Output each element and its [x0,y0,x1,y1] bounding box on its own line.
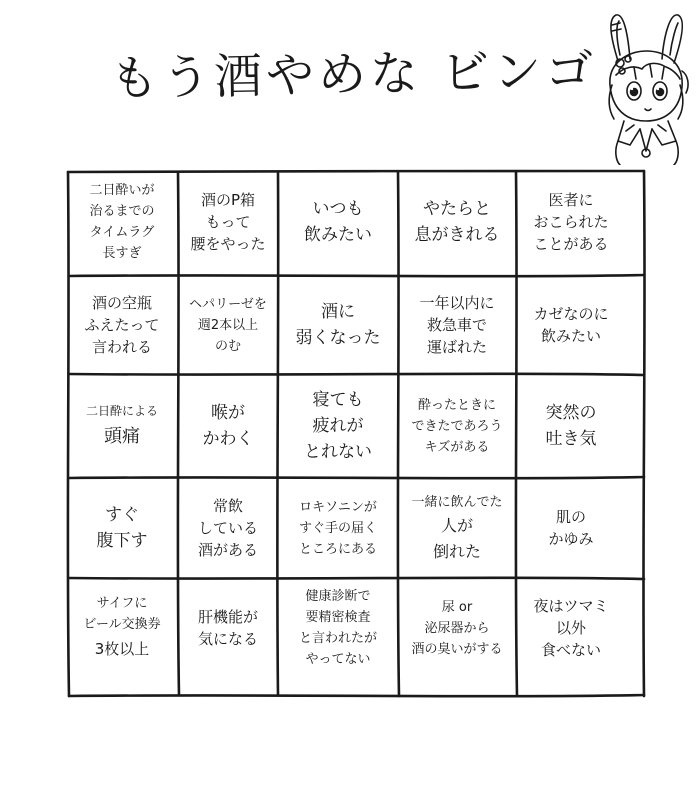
bingo-cell[interactable] [178,374,278,478]
cell-text-line: 泌尿器から [424,620,490,636]
bingo-cell[interactable] [66,168,178,276]
cell-text-line: 弱くなった [295,328,381,348]
cell-text-line: もって [205,213,251,231]
cell-text-line: 酒がある [197,541,258,559]
cell-text-line: すぐ手の届く [298,520,377,536]
cell-text-line: 以外 [555,619,586,637]
bingo-card [66,168,646,698]
cell-text-line: 長すぎ [102,246,142,261]
bingo-cell[interactable] [398,374,516,478]
bingo-cell[interactable] [278,374,398,478]
cell-text-line: 治るまでの [89,204,155,219]
bingo-cell[interactable] [398,578,516,678]
cell-text-line: 尿 or [441,599,473,615]
bingo-cell[interactable] [398,168,516,276]
cell-text-line: すぐ [105,505,139,525]
cell-text-line: キズがある [424,439,490,455]
bingo-cell[interactable] [516,276,626,374]
cell-text-line: 運ばれた [426,338,487,356]
cell-text-line: 健康診断で [305,589,371,604]
cell-text-line: 頭痛 [104,426,140,447]
cell-text-line: 肝機能が [197,608,258,626]
cell-text-line: ロキソニンが [299,499,377,515]
cell-text-line: のむ [214,338,241,354]
bingo-cell[interactable] [278,168,398,276]
bingo-cell[interactable] [278,578,398,678]
rabbit-girl-mascot-icon [590,5,700,165]
cell-text-line: ヘパリーゼを [189,296,267,312]
cell-text-line: 夜はツマミ [533,597,609,615]
cell-text-line: 要精密検査 [305,610,371,625]
bingo-cell[interactable] [66,478,178,578]
cell-text-line: カゼなのに [533,305,609,323]
cell-text-line: 突然の [545,403,597,423]
cell-text-line: ところにある [298,541,377,557]
bingo-cell[interactable] [278,478,398,578]
cell-text-line: 吐き気 [545,429,597,449]
cell-text-line: 疲れが [312,416,364,436]
cell-text-line: 気になる [197,630,258,648]
cell-text-line: 飲みたい [540,327,601,345]
bingo-cell[interactable] [178,478,278,578]
cell-text-line: タイムラグ [89,225,155,240]
bingo-cell[interactable] [66,578,178,678]
cell-text-line: 酒の空瓶 [91,294,152,312]
cell-text-line: 食べない [540,641,601,659]
cell-text-line: ことがある [533,235,609,253]
cell-text-line: 飲みたい [304,225,372,245]
cell-text-line: 倒れた [432,541,481,561]
cell-text-line: と言われたが [298,631,377,646]
bingo-cell[interactable] [278,276,398,374]
cell-text-line: サイフに [96,596,148,611]
cell-text-line: 二日酔による [85,404,158,418]
cell-text-line: かわく [202,429,254,449]
cell-text-line: 寝ても [312,390,364,410]
bingo-cell[interactable] [178,168,278,276]
cell-text-line: かゆみ [548,530,594,548]
cell-text-line: ふえたって [84,316,160,334]
bingo-grid [66,168,646,698]
cell-text-line: いつも [312,199,364,219]
cell-text-line: している [197,519,258,537]
cell-text-line: 腰をやった [190,235,266,253]
bingo-cell[interactable] [178,578,278,678]
cell-text-line: 肌の [555,508,586,526]
cell-text-line: 酒に [321,302,355,322]
cell-text-line: とれない [304,442,372,462]
cell-text-line: 腹下す [96,531,148,551]
bingo-cell[interactable] [516,578,626,678]
cell-text-line: 息がきれる [414,225,500,245]
cell-text-line: 喉が [211,403,245,423]
cell-text-line: 常飲 [212,497,243,515]
cell-text-line: やってない [305,652,371,667]
cell-text-line: 救急車で [426,316,487,334]
cell-text-line: 酔ったときに [417,397,496,413]
bingo-cell[interactable] [66,374,178,478]
bingo-cell[interactable] [398,478,516,578]
cell-text-line: 3枚以上 [94,640,150,658]
cell-text-line: 酒のP箱 [200,191,256,209]
cell-text-line: 一緒に飲んでた [411,494,503,510]
bingo-cell[interactable] [516,478,626,578]
cell-text-line: 二日酔いが [89,183,155,198]
cell-text-line: やたらと [423,199,491,219]
cell-text-line: ビール交換券 [83,617,161,632]
cell-text-line: 週2本以上 [197,317,259,333]
bingo-cell[interactable] [516,168,626,276]
bingo-cell[interactable] [516,374,626,478]
cell-text-line: 人が [440,515,473,535]
cell-text-line: 医者に [548,191,594,209]
bingo-cell[interactable] [398,276,516,374]
bingo-cell[interactable] [66,276,178,374]
cell-text-line: できたであろう [411,418,503,434]
cell-text-line: おこられた [533,213,609,231]
cell-text-line: 言われる [91,338,152,356]
cell-text-line: 酒の臭いがする [411,641,503,657]
bingo-cell[interactable] [178,276,278,374]
cell-text-line: 一年以内に [419,294,495,312]
page-title: もう酒やめな ビンゴ [109,42,598,108]
